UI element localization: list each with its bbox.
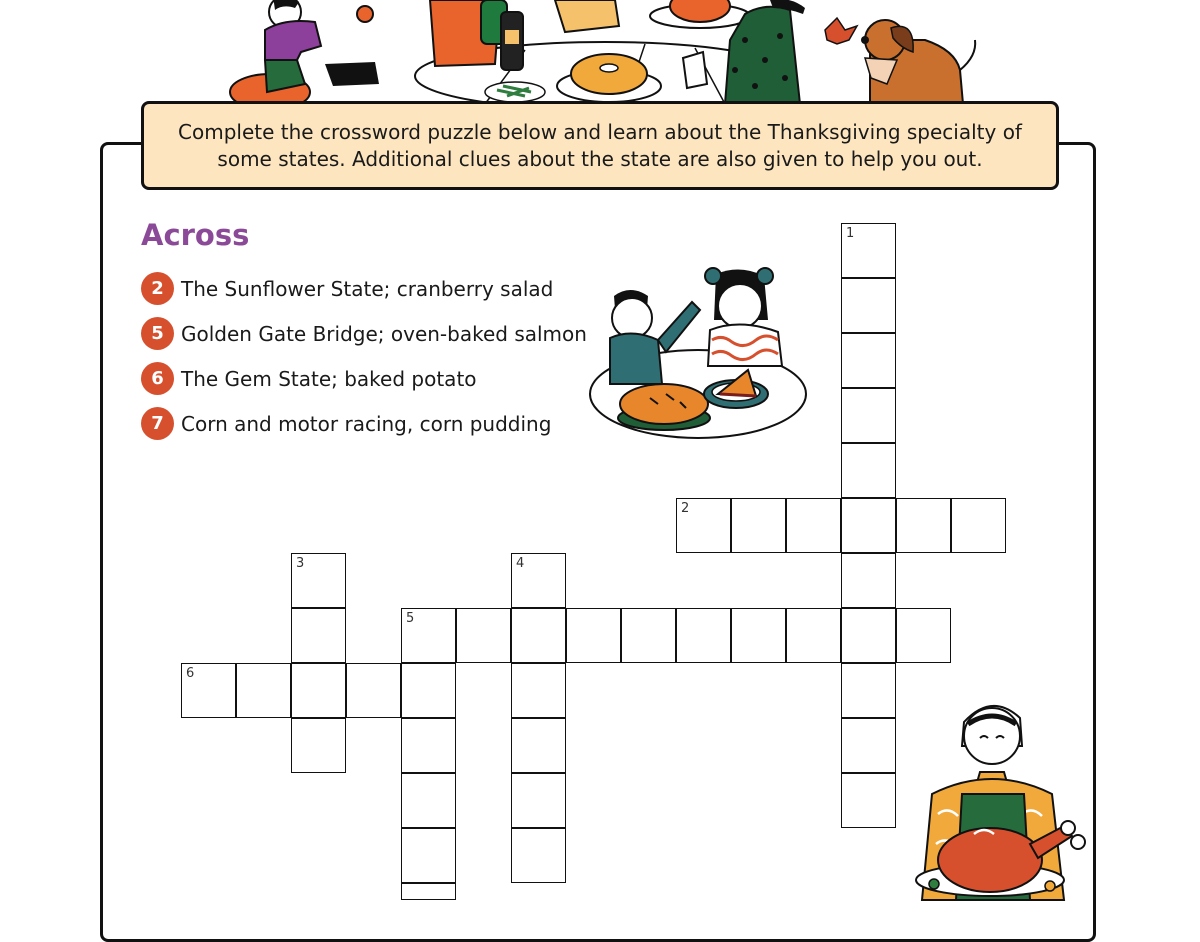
crossword-cell[interactable]	[841, 333, 896, 388]
across-heading: Across	[141, 218, 250, 252]
crossword-cell[interactable]	[841, 663, 896, 718]
across-clue	[141, 362, 587, 395]
crossword-cell[interactable]	[401, 773, 456, 828]
crossword-cell[interactable]	[841, 223, 896, 278]
crossword-cell[interactable]	[841, 718, 896, 773]
crossword-cell[interactable]	[676, 608, 731, 663]
cell-clue-number: 6	[186, 666, 195, 681]
crossword-cell[interactable]	[511, 828, 566, 883]
crossword-cell[interactable]	[511, 773, 566, 828]
crossword-cell[interactable]	[511, 663, 566, 718]
crossword-cell[interactable]	[401, 883, 456, 900]
crossword-cell[interactable]	[676, 498, 731, 553]
cell-clue-number: 4	[516, 556, 525, 571]
cell-clue-number: 1	[846, 226, 855, 241]
crossword-cell[interactable]	[731, 498, 786, 553]
crossword-cell[interactable]	[511, 608, 566, 663]
clue-number-badge: 5	[141, 317, 174, 350]
across-clue	[141, 317, 587, 350]
crossword-cell[interactable]	[291, 608, 346, 663]
crossword-cell[interactable]	[291, 553, 346, 608]
instructions-banner	[141, 101, 1059, 190]
cell-clue-number: 5	[406, 611, 415, 626]
crossword-cell[interactable]	[896, 498, 951, 553]
crossword-cell[interactable]	[566, 608, 621, 663]
across-clue-list	[141, 272, 587, 452]
grandmother-turkey-illustration	[912, 694, 1088, 900]
clue-number-badge: 2	[141, 272, 174, 305]
crossword-cell[interactable]	[841, 388, 896, 443]
clue-text: Golden Gate Bridge; oven-baked salmon	[181, 321, 587, 346]
crossword-cell[interactable]	[291, 718, 346, 773]
clue-number-badge: 6	[141, 362, 174, 395]
kids-eating-pie-illustration	[588, 266, 810, 444]
clue-number-badge: 7	[141, 407, 174, 440]
crossword-cell[interactable]	[291, 663, 346, 718]
crossword-cell[interactable]	[841, 278, 896, 333]
crossword-cell[interactable]	[841, 443, 896, 498]
crossword-cell[interactable]	[896, 608, 951, 663]
crossword-cell[interactable]	[786, 608, 841, 663]
crossword-cell[interactable]	[401, 663, 456, 718]
across-clue	[141, 272, 587, 305]
instructions-text: Complete the crossword puzzle below and learn about the Thanksgiving specialty of some states. Additional clues about the state are also given to help you out.	[178, 119, 1022, 171]
crossword-cell[interactable]	[236, 663, 291, 718]
cell-clue-number: 3	[296, 556, 305, 571]
clue-text: The Sunflower State; cranberry salad	[181, 276, 554, 301]
across-clue	[141, 407, 587, 440]
clue-text: Corn and motor racing, corn pudding	[181, 411, 552, 436]
crossword-cell[interactable]	[841, 773, 896, 828]
crossword-cell[interactable]	[401, 828, 456, 883]
crossword-cell[interactable]	[841, 498, 896, 553]
crossword-cell[interactable]	[621, 608, 676, 663]
crossword-cell[interactable]	[401, 608, 456, 663]
crossword-cell[interactable]	[401, 718, 456, 773]
crossword-cell[interactable]	[841, 553, 896, 608]
crossword-cell[interactable]	[346, 663, 401, 718]
crossword-cell[interactable]	[786, 498, 841, 553]
clue-text: The Gem State; baked potato	[181, 366, 477, 391]
cell-clue-number: 2	[681, 501, 690, 516]
crossword-cell[interactable]	[841, 608, 896, 663]
crossword-cell[interactable]	[731, 608, 786, 663]
crossword-cell[interactable]	[456, 608, 511, 663]
crossword-cell[interactable]	[181, 663, 236, 718]
crossword-cell[interactable]	[511, 553, 566, 608]
family-dinner-illustration	[225, 0, 985, 104]
crossword-cell[interactable]	[511, 718, 566, 773]
crossword-cell[interactable]	[951, 498, 1006, 553]
